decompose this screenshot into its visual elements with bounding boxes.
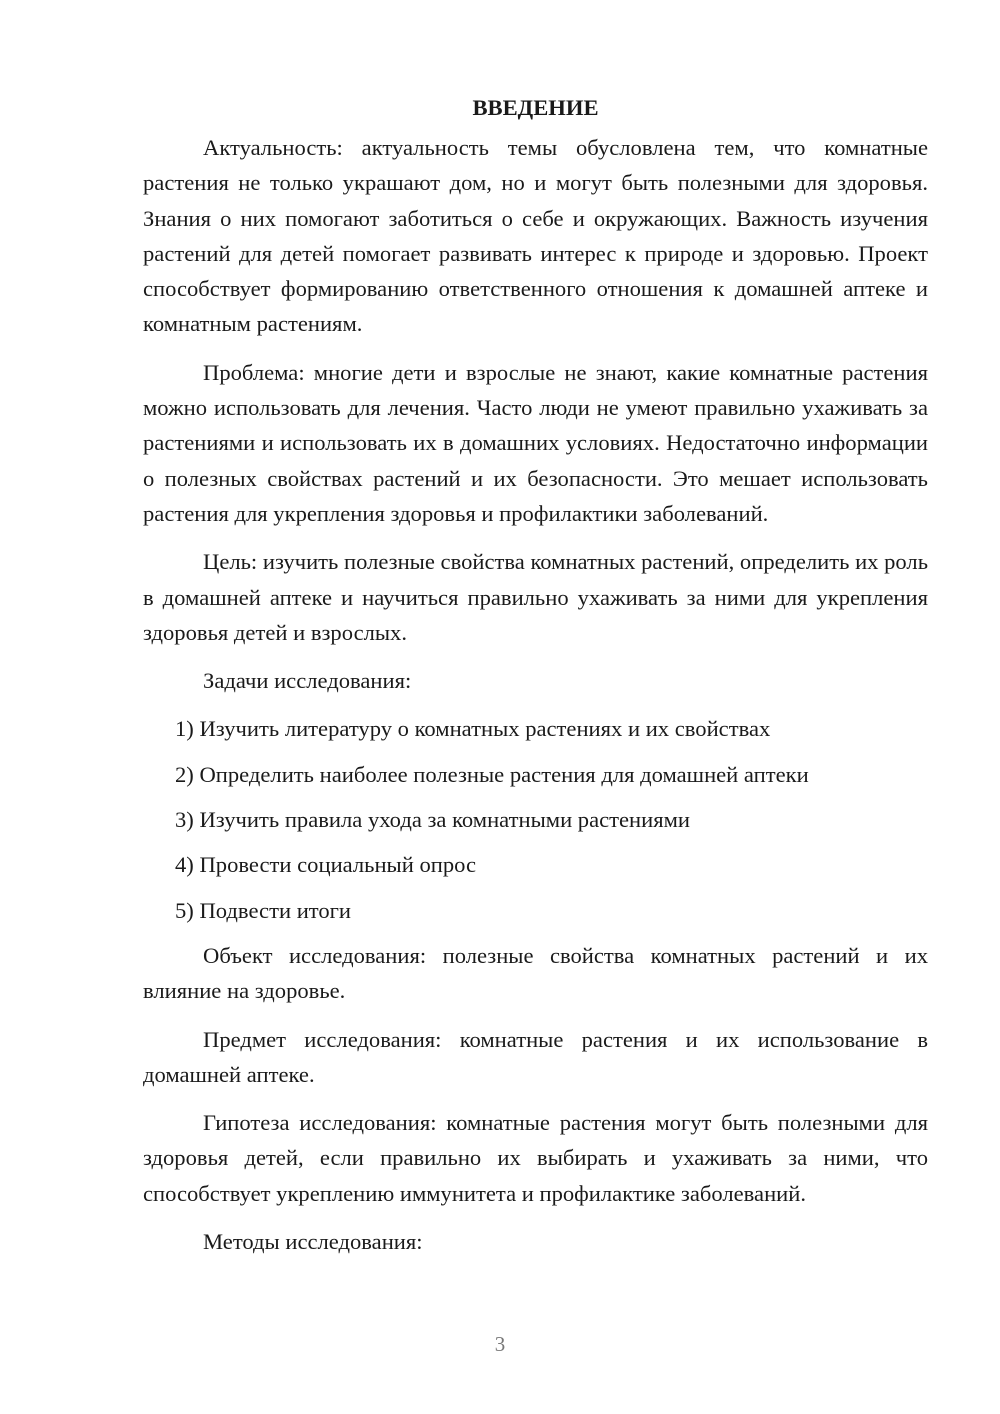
task-item-4: 4) Провести социальный опрос xyxy=(175,852,477,878)
problem-paragraph: Проблема: многие дети и взрослые не знают, какие комнатные растения можно использовать для лечения. Часто люди не умеют правильно ухаживать за растениями и использовать их в домашних условиях. Недостаточно информации о полезных свойствах растений и их безопасности. Это мешает использовать растения для укрепления здоровья и профилактики заболеваний. xyxy=(143,359,928,526)
subject-paragraph: Предмет исследования: комнатные растения и их использование в домашней аптеке. xyxy=(143,1026,928,1087)
task-item-1: 1) Изучить литературу о комнатных растениях и их свойствах xyxy=(175,716,771,742)
page-number: 3 xyxy=(494,1332,506,1356)
goal-paragraph: Цель: изучить полезные свойства комнатных растений, определить их роль в домашней аптеке и научиться правильно ухаживать за ними для укрепления здоровья детей и взрослых. xyxy=(143,549,928,645)
task-item-3: 3) Изучить правила ухода за комнатными растениями xyxy=(175,807,691,833)
object-paragraph: Объект исследования: полезные свойства комнатных растений и их влияние на здоровье. xyxy=(143,942,928,1004)
page-title: ВВЕДЕНИЕ xyxy=(472,95,599,120)
methods-heading: Методы исследования: xyxy=(203,1229,423,1255)
hypothesis-paragraph: Гипотеза исследования: комнатные растения могут быть полезными для здоровья детей, если правильно их выбирать и ухаживать за ними, что способствует укреплению иммунитета и профилактике заболеваний. xyxy=(143,1110,928,1206)
tasks-list xyxy=(143,711,928,927)
tasks-heading: Задачи исследования: xyxy=(203,668,412,694)
document-page xyxy=(143,92,928,1272)
task-item-5: 5) Подвести итоги xyxy=(175,897,352,923)
relevance-paragraph: Актуальность: актуальность темы обусловлена тем, что комнатные растения не только украшают дом, но и могут быть полезными для здоровья. Знания о них помогают заботиться о себе и окружающих. Важность изучения растений для детей помогает развивать интерес к природе и здоровью. Проект способствует формированию ответственного отношения к домашней аптеке и комнатным растениям. xyxy=(143,135,928,337)
task-item-2: 2) Определить наиболее полезные растения для домашней аптеки xyxy=(175,761,809,787)
